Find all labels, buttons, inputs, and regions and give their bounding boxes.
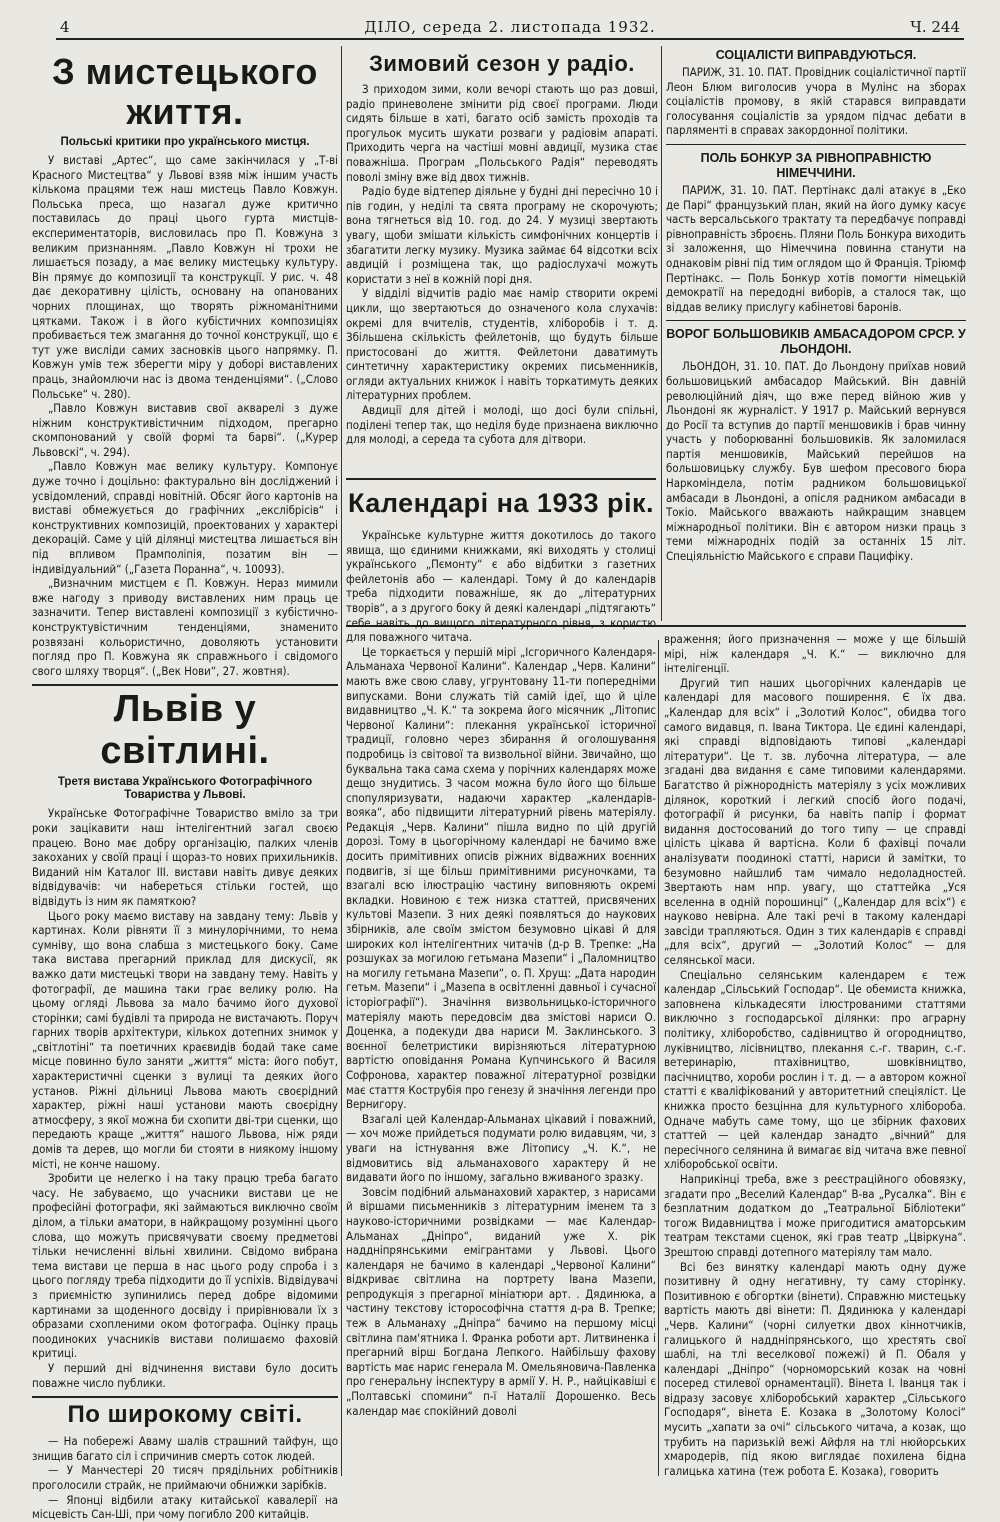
column-rule (341, 46, 342, 1476)
news-body (666, 65, 966, 138)
article-body (664, 632, 966, 1478)
page-number: 4 (60, 18, 70, 36)
paragraph: Спеціально селянським календарем є теж календар „Сільський Господар“. Це обемиста книжка, заповнена кількадесяти ілюстрованими статтями виключно з господарської ділянки: про аграрну політику, хліборобство, садівництво й огородництво, луківництво, лісівництво, плекання с.-г. тварин, с.-г. ветеринарію, птахівництво, шовківництво, пасічництво, хороби рослин і т. д. — а автором кожної статті є кваліфікований у авторитетний спеціяліст. Це книжка просто безцінна для культурного хлібороба. Одначе мабуть саме тому, що це збірник фахових статтей — цей календар занадто „вічний“ для пересічного селянина й вимагає від читача вже певної хліборобської освіти. (664, 967, 966, 1172)
paragraph: Наприкінці треба, вже з реєстраційного обовязку, згадати про „Веселий Календар“ В-ва „Русалка“. Він є безплатним додатком до „Театральної Бібліотеки“ тогож Видавництва і може пригодитися аматорським театрам текстами сценок, які грав театр „Цвіркуна“. Зрештою справді дотепного матеріялу там мало. (664, 1171, 966, 1259)
article-body (32, 806, 338, 1390)
news-title: ВОРОГ БОЛЬШОВИКІВ АМБАСАДОРОМ СРСР. У ЛЬОНДОНІ. (666, 327, 966, 357)
paragraph: Всі без винятку календарі мають одну дуже позитивну й одну негативну, ту саму сторінку. Позитивною є обгортки (вінети). Справжню мистецьку вартість мають дві вінети: П. Дядинюка у календарі „Черв. Калини“ (чорні силуетки двох кіннотчиків, галицького й наддніпрянського, що хрестять свої шаблі, на тлі веселкової пожежі) й П. Обаля у календарі „Дніпро“ (чорноморський козак на човні посеред стилевої орнаментації). Вінета І. Іванця так і відразу засовує хліборобський характер „Сільського Господаря“, вінета Е. Козака в „Золотому Колосі“ мусить „хапати за очі“ сільського читача, а козак, що трубить на паризькій вежі Айфля на тлі нюйорських хмародерів, під якою виглядає похилена бідна галицька хатина (теж робота Е. Козака), говорить (664, 1259, 966, 1478)
paragraph: Українське культурне життя докотилось до такого явища, що єдиними книжками, які виходять у столиці українського „Пємонту“ є або відбитки з газетних фейлетонів або — календарі. Тому й до календарів треба підходити поважніше, як до „літературних творів“, а з другого боку й деякі календарі „підтягають“ себе навіть до вищого літературного рівня, з користю для поважного читача. (346, 528, 656, 645)
article-title: З мистецького життя. (52, 51, 318, 132)
news-body (666, 183, 966, 314)
paragraph: враження; його призначення — може у ще більшій мірі, ніж календаря „Ч. К.“ — виключно для інтелігенції. (664, 632, 966, 676)
article-title: По широкому світі. (67, 1401, 303, 1429)
paragraph: Зробити це нелегко і на таку працю треба багато часу. Не забуваємо, що учасники вистави це не професійні фотографи, які займаються виключно своїм ділом, а тільки аматори, в найкращому розумінні цього слова, що можуть присвячувати своєму предметові тільки нечисленні вільні хвилини. Свідомо вибрана тема вистави це перша в нас цього роду спроба і з цього погляду треба підходити до її успіхів. Відвідувачі з приємністю зупинились перед добре відомими картинами за щоденного досвіду і прирівнювали їх з образами схопленими оком фотографа. Оцінку праць поодиноких учасників вистави полишаємо фаховій критиці. (32, 1171, 338, 1361)
news-title: ПОЛЬ БОНКУР ЗА РІВНОПРАВНІСТЮ НІМЕЧЧИНИ. (700, 150, 932, 180)
paragraph: ПАРИЖ, 31. 10. ПАТ. Пертінакс далі атакує в „Еко де Парі“ французький план, який на його думку касує часть версальського трактату та передбачує поправді рівноправність зброєнь. Пляни Поль Бонкура виходить зі заложення, що Німеччина повинна станути на однаковім рівні під тим оглядом що й Франція. Тріюмф Пертінакс. — Поль Бонкур хотів помогти німецькій демократії на передодні виборів, а сталося так, що віддав велику прислугу кабінетові баронів. (666, 182, 966, 314)
article-subtitle: Польські критики про українського мистця. (60, 136, 310, 148)
paragraph: З приходом зими, коли вечорі стають що раз довші, радіо приневолене змінити рід своєї програми. Люди сидять більше в хаті, багато осіб замість проходів та прогульок мусить шукати розваги у радіовім апараті. Приходить черга на частіші мовні авдиції, музика стає поважніша. Програм „Польського Радія“ переводять поволі зміну вже від двох тижнів. (346, 82, 658, 184)
paragraph: Авдиції для дітей і молоді, що досі були спільні, поділені тепер так, що неділя буде признаена виключно для молоді, а середа та субота для дітвори. (346, 403, 658, 447)
paragraph: Радіо буде відтепер діяльне у будні дні пересічно 10 і пів годин, у неділі та свята програму не скорочують; вона тягнеться від 10. год. до 24. У музиці звертають увагу, щоби змішати кількість симфонічних концертів і збагатити легку музику. Музика займає 64 відсотки всіх авдицій і розміщена так, що радіослухачі можуть користати з неї в кожній порі дня. (346, 184, 658, 286)
radio-article (346, 46, 658, 476)
article-body (346, 528, 656, 1418)
paragraph: У перший дні відчинення вистави було досить поважне число публики. (32, 1360, 338, 1390)
paragraph: У виставі „Артес“, що саме закінчилася у „Т-ві Красного Мистецтва“ у Львові взяв між іншим участь кількома працями теж наш мистець Павло Ковжун. Польська преса, що назагал дуже критично поставилась до праці цього гурта мистців-експериментаторів, висловилась про П. Ковжуна з великим признанням. „Павло Ковжун ні трохи не лишається позаду, а має велику мистецьку культуру. Він прямує до композиції та конструкції. У рис. ч. 48 дає декоративну цілість, основану на опанованих чорних площинах, що творять ріжноманітними цятками. Також і в його кубістичних композиціях пробивається теж змагання до точної конструкції, що є тут уже висліди самих засновків цього напрямку. П. Ковжун умів теж зберегти міру у доборі виставлених праць, знайомлючи нас із двома тенденціями“. („Слово Польське“ ч. 280). (32, 153, 338, 401)
article-body (32, 1434, 338, 1522)
paragraph: Зовсім подібний альманаховий характер, з нарисами й віршами письменників з літературним іменем та з науково-історичними розвідками — має Календар-Альманах „Дніпро“, виданий уже X. рік наддніпрянськими емігрантами у Львові. Цього календаря не бачимо в календарі „Червоної Калини“ відкриває світлина на портрету Івана Мазепи, репродукція з прегарної мініатюри арт. . Дядинюка, а частину текстову історософічна стаття д-ра В. Трепке; теж в Альманаху „Дніпра“ бачимо на першому місці світлина пам'ятника І. Франка роботи арт. Литвиненка і прегарний вірш Богдана Лепкого. Найбільшу фахову вартість має нарис генерала М. Омельяновича-Павленка про генеральну інспектуру в армії У. Н. Р., найцікавіші є „Полтавські спомини“ п-ї Наталії Дорошенко. Весь календар має спокійний доволі (346, 1184, 656, 1418)
article-title: Зимовий сезон у радіо. (369, 51, 635, 76)
paragraph: „Павло Ковжун має велику культуру. Компонує дуже точно і доцільно: фактурально він досліджений і усвідомлений, справді новітній. Обсяг його картонів на виставі обмежується до графічних „екслібрісів“ і конструктивних композицій, проектованих у характері декорацій. Саме у цій ділянці мистецтва лишається він під впливом Прамполіпія, позатим він — індивідуальний“ („Газета Поранна“, ч. 10093). (32, 459, 338, 576)
paragraph: ПАРИЖ, 31. 10. ПАТ. Провідник соціалістичної партії Леон Блюм виголосив учора в Мулінс на зборах соціалістів промову, в якій старався виправдати голосування соціалістів за урядом підчас дебати в парляменті в справах закордонної політики. (666, 65, 966, 138)
article-body (346, 82, 658, 447)
column-rule (658, 640, 659, 1476)
paragraph: ЛЬОНДОН, 31. 10. ПАТ. До Льондону приїхав новий большовицький амбасадор Майський. Він давній революційний діяч, що вже перед війною жив у Льондоні як журналіст. У 1917 р. Майський вернувся до Росії та вступив до партії меншовиків і брав чинну участь у поборюванні большовиків. Як заломилася партія меншовиків, Майський перейшов на большовицьку службу. Був шефом пресового бюра Наркоміндела, потім радником большовицької амбасади в Льондоні, а опісля радником амбасади в Токіо. Майського вважають найкращим знавцем міжнародньої політики. Він є автором низки праць з теми міжнародніх подій за останніх 15 літ. Спеціяльністю Майського є справи Пацифіку. (666, 359, 966, 564)
header-rule (56, 38, 964, 40)
article-title: Календарі на 1933 рік. (348, 488, 654, 518)
paragraph: Взагалі цей Календар-Альманах цікавий і поважний, — хоч може прийдеться подумати ролю видавцям, чи, з уваги на істнування вже Літопису „Ч. К.“, не відмовитись від альманахового характеру й не видавати його по іншому, загально вживаного зразку. (346, 1111, 656, 1185)
article-title: Львів у світлині. (100, 688, 270, 773)
page-header (60, 14, 960, 40)
article-body (32, 153, 338, 678)
article-subtitle: Третя вистава Українського Фотографічного Товариства у Львові. (57, 776, 313, 802)
section-rule (346, 478, 656, 480)
column-1 (32, 46, 338, 1522)
calendar-article (346, 478, 656, 1486)
paragraph: — Японці відбили атаку китайської кавалерії на місцевість Сан-Ші, при чому погибло 200 китайців. (32, 1492, 338, 1522)
paragraph: Другий тип наших цьогорічних календарів це календарі для масового поширення. Є їх два. „Календар для всіх“ і „Золотий Колос“, обидва того самого видавця, п. Івана Тиктора. Це єдині календарі, які справді відповідають типові „календарі літератури“. Це т. зв. лубочна література, — але згадані два видання є саме типовими календарями. Багатство й ріжнородність матеріялу з усіх можливих ділянок, короткий і легкий спосіб його подачі, фотографії й рисунки, ба навіть папір і формат видання достосований до того типу — це справді цілість цікава й вартісна. Коли б фахівці почали аналізувати поодинокі статті, нариси й замітки, то безумовно найшлиб там чимало недоладностей. Звертають нам нпр. увагу, що статтейка „Уся вселенна в одній порошинці“ („Календар для всіх“) є науково невірна. Але такі речі в такому календарі завсіди трапляються. Один з тих календарів є справді „для всіх“, другий — „Золотий Колос“ — для селянської маси. (664, 675, 966, 968)
news-body (666, 359, 966, 563)
section-rule (32, 684, 338, 686)
paragraph: У відділі відчитів радіо має намір створити окремі цикли, що звертаються до означеного кола слухачів: окремі для вчителів, студентів, хліборобів і т. д. Збільшена скількість фейлетонів, що будуть більше пристосовані до життя. Фейлетони даватимуть синтетичну характеристику окремих письменників, огляди актуальних книжок і навіть торкатимуть деяких літературних проблем. (346, 286, 658, 403)
paragraph: Це торкається у першій мірі „Ісгоричного Календаря-Альманаха Червоної Калини“. Календар „Черв. Калини“ мають вже свою славу, угрунтовану 11-ти попередніми випусками. Вони служать тій самій ідеї, що й ціле видавництво „Ч. К.“ та зокрема його місячник „Літопис Червоної Калини“: плекання української історичної традиції, головно через збирання й оголошування подробиць із світової та визвольної війни. Звичайно, що буквальна така сама схема у порічних календарях може дещо знудитись. З часом можна було його що більше спопуляризувати, надаючи характер „календарів-вояка“, або підвищити літературний рівень матеріялу. Редакція „Черв. Калини“ пішла видно по цій другій дорозі. Тому в цьогорічному календарі не бачимо вже досить примітивних описів ріжних відважних воєнних подвигів, зі ще більш примітивними рисуночками, та взагалі всю ілюстрацію частину виповняють окремі вкладки. Новиною є теж низка статтей, присвячених культові Мазепи. З них деякі появляться до наукових збірників, але своїм змістом безумовно цікаві й для широких кол інтелігентних читачів (д-р В. Трепке: „На розшуках за могилою гетьмана Мазепи“ і „Паломництво на могилу гетьмана Мазепи“, о. П. Хрущ: „Дата народин гетьм. Мазепи“ і „Мазепа в освітленні давньої і сучасної історіографії“). Значіння визвольницько-історичного матеріялу мають передовсім два змістові нариси О. Доценка, а подекуди два нариси М. Заклинського. З воєнної белетристики вирізняються літературною вартістю оповідання Романа Купчинського й Василя Софронова, характер поважної літературної розвідки має стаття Кострубія про генезу й значіння легенди про Вернигору. (346, 644, 656, 1112)
issue-number: Ч. 244 (910, 18, 960, 36)
paragraph: „Визначним мистцем є П. Ковжун. Нераз мимили вже нагоду з приводу виставлених ним праць це зазначити. Тепер виставлені композиції з кубістично-конструктувістичним тенденціями, знаменито розвязані кольористично, доволяють установити погляд про П. Ковжуна як справжнього і свідомого свого шляху творця“. („Век Нови“, 27. жовтня). (32, 576, 338, 678)
news-title: СОЦІАЛІСТИ ВИПРАВДУЮТЬСЯ. (715, 48, 917, 62)
masthead: ДІЛО, середа 2. листопада 1932. (364, 18, 656, 36)
divider (666, 144, 966, 145)
news-column (666, 46, 966, 621)
divider (666, 320, 966, 321)
column-rule (661, 46, 662, 621)
paragraph: Українське Фотографічне Товариство вміло за три роки зацікавити наш інтелігентний загал своєю працею. Воно має добру організацію, палких членів закоханих у своїй праці і щораз-то нових прихильників. Виданий нім Каталог III. вистави навіть дивує деяких відвідувачів: чи набереться стільки гостей, що відвідуть із ним як памяткою? (32, 806, 338, 908)
paragraph: „Павло Ковжун виставив свої акварелі з дуже ніжним конструктивістичним підходом, прегарно скомпонований у своїй формі та барві“. („Курер Львовскі“, ч. 294). (32, 401, 338, 459)
calendar-continuation (664, 632, 966, 1486)
section-rule (32, 1396, 338, 1398)
paragraph: — На побережі Аваму шалів страшний тайфун, що знищив багато сіл і спричинив смерть соток людей. (32, 1434, 338, 1463)
paragraph: — У Манчестері 20 тисяч прядільних робітників проголосили страйк, не приймаючи обнижки зарібків. (32, 1463, 338, 1492)
paragraph: Цього року маємо виставу на завдану тему: Львів у картинах. Коли рівняти її з минулорічними, то нема сумніву, що вона слабша з мистецького боку. Саме така вистава прегарний приклад для дискусії, як важко дати мистецькі твори на завдану тему. Навіть у фотографії, де машина таки грає велику ролю. На цьому огляді Львова за мало бачимо його духової сторінки; самі будівлі та природа не вистачають. Поруч гарних творів архітектури, кількох дотепних знимок у „світлотіні“ та поетичних краєвидів бодай таке саме місце повинно було заняти „життя“ міста: його побут, характеристичні сценки з вулиці та деяких його установ. Ріжні дільниці Львова мають своєрідний характер, ріжні наші установи мають своєрідну атмосферу, з якої можна би схопити дві-три сценки, що передають краще „життя“ нашого Львова, ніж ряди домів та дерев, що могли би стояти в ниякому іншому місті, не конче нашому. (32, 908, 338, 1171)
